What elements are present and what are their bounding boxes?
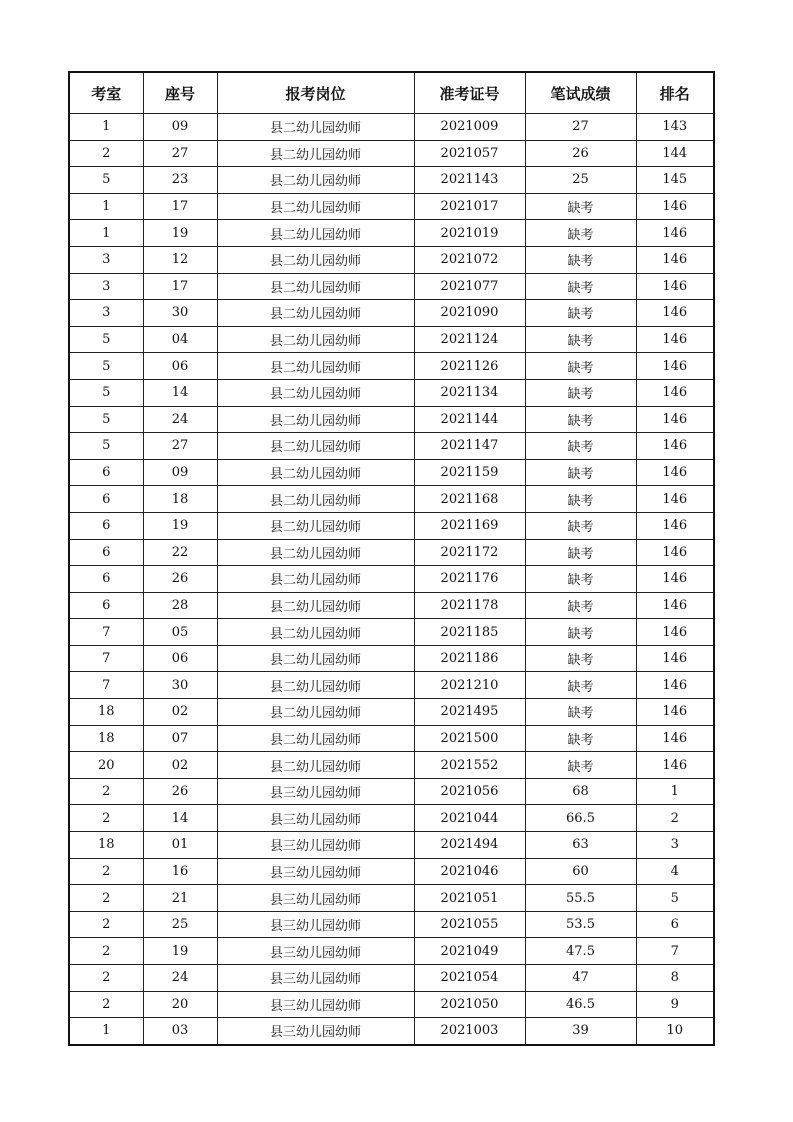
cell-seat-number: 14 — [143, 379, 217, 406]
cell-exam-room: 20 — [69, 752, 143, 779]
cell-admission-ticket: 2021017 — [414, 193, 525, 220]
cell-exam-room: 1 — [69, 114, 143, 141]
table-row — [69, 220, 714, 247]
score-table — [68, 71, 715, 1046]
cell-admission-ticket: 2021126 — [414, 353, 525, 380]
table-row — [69, 512, 714, 539]
cell-exam-room: 18 — [69, 832, 143, 859]
table-row — [69, 167, 714, 194]
cell-rank: 146 — [636, 379, 714, 406]
cell-exam-room: 1 — [69, 1018, 143, 1045]
cell-rank: 146 — [636, 433, 714, 460]
cell-applied-post: 县二幼儿园幼师 — [217, 752, 414, 779]
cell-seat-number: 18 — [143, 486, 217, 513]
cell-admission-ticket: 2021494 — [414, 832, 525, 859]
cell-seat-number: 06 — [143, 645, 217, 672]
cell-exam-room: 7 — [69, 619, 143, 646]
cell-rank: 146 — [636, 246, 714, 273]
cell-applied-post: 县二幼儿园幼师 — [217, 672, 414, 699]
cell-seat-number: 09 — [143, 459, 217, 486]
cell-admission-ticket: 2021185 — [414, 619, 525, 646]
cell-applied-post: 县三幼儿园幼师 — [217, 778, 414, 805]
cell-rank: 2 — [636, 805, 714, 832]
cell-written-score: 63 — [525, 832, 636, 859]
cell-written-score: 缺考 — [525, 619, 636, 646]
cell-applied-post: 县三幼儿园幼师 — [217, 832, 414, 859]
cell-written-score: 缺考 — [525, 273, 636, 300]
cell-rank: 146 — [636, 699, 714, 726]
cell-applied-post: 县二幼儿园幼师 — [217, 433, 414, 460]
cell-written-score: 缺考 — [525, 220, 636, 247]
cell-applied-post: 县三幼儿园幼师 — [217, 805, 414, 832]
cell-exam-room: 1 — [69, 193, 143, 220]
cell-written-score: 缺考 — [525, 725, 636, 752]
cell-written-score: 60 — [525, 858, 636, 885]
cell-admission-ticket: 2021124 — [414, 326, 525, 353]
header-seat-number: 座号 — [143, 72, 217, 114]
cell-written-score: 26 — [525, 140, 636, 167]
cell-admission-ticket: 2021050 — [414, 991, 525, 1018]
cell-rank: 146 — [636, 592, 714, 619]
cell-seat-number: 20 — [143, 991, 217, 1018]
cell-written-score: 46.5 — [525, 991, 636, 1018]
header-applied-post: 报考岗位 — [217, 72, 414, 114]
cell-admission-ticket: 2021056 — [414, 778, 525, 805]
cell-admission-ticket: 2021090 — [414, 300, 525, 327]
cell-written-score: 68 — [525, 778, 636, 805]
cell-applied-post: 县二幼儿园幼师 — [217, 273, 414, 300]
table-row — [69, 539, 714, 566]
table-row — [69, 752, 714, 779]
cell-applied-post: 县二幼儿园幼师 — [217, 220, 414, 247]
cell-exam-room: 18 — [69, 699, 143, 726]
cell-applied-post: 县二幼儿园幼师 — [217, 619, 414, 646]
cell-admission-ticket: 2021210 — [414, 672, 525, 699]
cell-written-score: 47.5 — [525, 938, 636, 965]
cell-admission-ticket: 2021054 — [414, 965, 525, 992]
table-row — [69, 592, 714, 619]
cell-rank: 146 — [636, 512, 714, 539]
table-body — [69, 114, 714, 1045]
cell-written-score: 缺考 — [525, 672, 636, 699]
cell-exam-room: 2 — [69, 140, 143, 167]
cell-admission-ticket: 2021178 — [414, 592, 525, 619]
cell-applied-post: 县二幼儿园幼师 — [217, 459, 414, 486]
cell-admission-ticket: 2021144 — [414, 406, 525, 433]
cell-exam-room: 7 — [69, 645, 143, 672]
cell-rank: 146 — [636, 459, 714, 486]
cell-admission-ticket: 2021009 — [414, 114, 525, 141]
cell-exam-room: 3 — [69, 273, 143, 300]
cell-rank: 146 — [636, 300, 714, 327]
cell-seat-number: 23 — [143, 167, 217, 194]
cell-written-score: 缺考 — [525, 539, 636, 566]
table-row — [69, 433, 714, 460]
cell-rank: 8 — [636, 965, 714, 992]
cell-admission-ticket: 2021500 — [414, 725, 525, 752]
header-rank: 排名 — [636, 72, 714, 114]
cell-seat-number: 27 — [143, 433, 217, 460]
cell-applied-post: 县二幼儿园幼师 — [217, 512, 414, 539]
cell-rank: 146 — [636, 486, 714, 513]
cell-rank: 146 — [636, 406, 714, 433]
cell-exam-room: 6 — [69, 539, 143, 566]
table-row — [69, 672, 714, 699]
table-row — [69, 300, 714, 327]
table-row — [69, 832, 714, 859]
cell-written-score: 66.5 — [525, 805, 636, 832]
cell-admission-ticket: 2021147 — [414, 433, 525, 460]
cell-admission-ticket: 2021172 — [414, 539, 525, 566]
cell-rank: 146 — [636, 725, 714, 752]
cell-admission-ticket: 2021057 — [414, 140, 525, 167]
header-written-score: 笔试成绩 — [525, 72, 636, 114]
table-row — [69, 246, 714, 273]
cell-exam-room: 7 — [69, 672, 143, 699]
table-row — [69, 858, 714, 885]
cell-seat-number: 24 — [143, 406, 217, 433]
table-row — [69, 486, 714, 513]
cell-exam-room: 5 — [69, 167, 143, 194]
cell-exam-room: 6 — [69, 459, 143, 486]
cell-seat-number: 01 — [143, 832, 217, 859]
cell-seat-number: 05 — [143, 619, 217, 646]
cell-exam-room: 2 — [69, 885, 143, 912]
cell-written-score: 缺考 — [525, 512, 636, 539]
cell-applied-post: 县二幼儿园幼师 — [217, 725, 414, 752]
cell-rank: 146 — [636, 619, 714, 646]
cell-applied-post: 县三幼儿园幼师 — [217, 938, 414, 965]
table-row — [69, 1018, 714, 1045]
cell-exam-room: 5 — [69, 379, 143, 406]
cell-admission-ticket: 2021051 — [414, 885, 525, 912]
cell-written-score: 25 — [525, 167, 636, 194]
cell-applied-post: 县三幼儿园幼师 — [217, 991, 414, 1018]
cell-written-score: 缺考 — [525, 486, 636, 513]
cell-applied-post: 县二幼儿园幼师 — [217, 379, 414, 406]
cell-applied-post: 县二幼儿园幼师 — [217, 140, 414, 167]
cell-rank: 6 — [636, 911, 714, 938]
cell-seat-number: 28 — [143, 592, 217, 619]
table-row — [69, 566, 714, 593]
table-row — [69, 991, 714, 1018]
cell-exam-room: 6 — [69, 486, 143, 513]
cell-exam-room: 2 — [69, 938, 143, 965]
table-row — [69, 805, 714, 832]
cell-applied-post: 县三幼儿园幼师 — [217, 911, 414, 938]
cell-exam-room: 2 — [69, 778, 143, 805]
table-row — [69, 140, 714, 167]
cell-written-score: 缺考 — [525, 406, 636, 433]
cell-rank: 5 — [636, 885, 714, 912]
cell-admission-ticket: 2021046 — [414, 858, 525, 885]
cell-written-score: 缺考 — [525, 193, 636, 220]
cell-seat-number: 27 — [143, 140, 217, 167]
cell-admission-ticket: 2021072 — [414, 246, 525, 273]
cell-seat-number: 04 — [143, 326, 217, 353]
cell-rank: 143 — [636, 114, 714, 141]
cell-exam-room: 2 — [69, 911, 143, 938]
cell-written-score: 47 — [525, 965, 636, 992]
cell-rank: 146 — [636, 752, 714, 779]
cell-seat-number: 19 — [143, 938, 217, 965]
cell-admission-ticket: 2021019 — [414, 220, 525, 247]
cell-exam-room: 5 — [69, 353, 143, 380]
cell-written-score: 27 — [525, 114, 636, 141]
cell-written-score: 缺考 — [525, 566, 636, 593]
cell-rank: 146 — [636, 566, 714, 593]
cell-admission-ticket: 2021169 — [414, 512, 525, 539]
cell-seat-number: 16 — [143, 858, 217, 885]
cell-written-score: 缺考 — [525, 699, 636, 726]
cell-seat-number: 30 — [143, 300, 217, 327]
cell-exam-room: 5 — [69, 326, 143, 353]
cell-exam-room: 6 — [69, 566, 143, 593]
score-sheet — [68, 71, 715, 1046]
cell-seat-number: 14 — [143, 805, 217, 832]
cell-rank: 146 — [636, 353, 714, 380]
cell-written-score: 缺考 — [525, 300, 636, 327]
table-row — [69, 114, 714, 141]
cell-rank: 7 — [636, 938, 714, 965]
table-row — [69, 699, 714, 726]
cell-admission-ticket: 2021186 — [414, 645, 525, 672]
cell-exam-room: 3 — [69, 246, 143, 273]
cell-exam-room: 5 — [69, 433, 143, 460]
cell-admission-ticket: 2021143 — [414, 167, 525, 194]
cell-seat-number: 26 — [143, 566, 217, 593]
table-row — [69, 459, 714, 486]
cell-seat-number: 19 — [143, 512, 217, 539]
table-row — [69, 379, 714, 406]
cell-rank: 9 — [636, 991, 714, 1018]
cell-applied-post: 县二幼儿园幼师 — [217, 539, 414, 566]
header-exam-room: 考室 — [69, 72, 143, 114]
table-row — [69, 406, 714, 433]
cell-seat-number: 26 — [143, 778, 217, 805]
cell-seat-number: 02 — [143, 699, 217, 726]
cell-applied-post: 县二幼儿园幼师 — [217, 406, 414, 433]
cell-exam-room: 1 — [69, 220, 143, 247]
cell-admission-ticket: 2021077 — [414, 273, 525, 300]
cell-seat-number: 17 — [143, 193, 217, 220]
cell-exam-room: 2 — [69, 858, 143, 885]
cell-applied-post: 县二幼儿园幼师 — [217, 193, 414, 220]
cell-rank: 146 — [636, 539, 714, 566]
table-header-row — [69, 72, 714, 114]
cell-admission-ticket: 2021134 — [414, 379, 525, 406]
cell-rank: 145 — [636, 167, 714, 194]
cell-seat-number: 12 — [143, 246, 217, 273]
cell-seat-number: 22 — [143, 539, 217, 566]
cell-written-score: 缺考 — [525, 379, 636, 406]
table-row — [69, 778, 714, 805]
cell-seat-number: 03 — [143, 1018, 217, 1045]
table-row — [69, 353, 714, 380]
cell-written-score: 缺考 — [525, 433, 636, 460]
cell-written-score: 55.5 — [525, 885, 636, 912]
cell-rank: 146 — [636, 326, 714, 353]
cell-seat-number: 02 — [143, 752, 217, 779]
cell-exam-room: 6 — [69, 512, 143, 539]
cell-rank: 146 — [636, 645, 714, 672]
cell-seat-number: 19 — [143, 220, 217, 247]
cell-exam-room: 2 — [69, 991, 143, 1018]
cell-applied-post: 县二幼儿园幼师 — [217, 353, 414, 380]
cell-applied-post: 县三幼儿园幼师 — [217, 965, 414, 992]
cell-admission-ticket: 2021168 — [414, 486, 525, 513]
cell-written-score: 缺考 — [525, 326, 636, 353]
cell-applied-post: 县二幼儿园幼师 — [217, 167, 414, 194]
cell-exam-room: 5 — [69, 406, 143, 433]
cell-seat-number: 24 — [143, 965, 217, 992]
cell-admission-ticket: 2021044 — [414, 805, 525, 832]
cell-admission-ticket: 2021049 — [414, 938, 525, 965]
cell-written-score: 缺考 — [525, 645, 636, 672]
header-admission-ticket: 准考证号 — [414, 72, 525, 114]
table-row — [69, 619, 714, 646]
cell-written-score: 53.5 — [525, 911, 636, 938]
cell-admission-ticket: 2021495 — [414, 699, 525, 726]
cell-admission-ticket: 2021003 — [414, 1018, 525, 1045]
cell-written-score: 缺考 — [525, 353, 636, 380]
cell-applied-post: 县二幼儿园幼师 — [217, 592, 414, 619]
cell-exam-room: 18 — [69, 725, 143, 752]
cell-applied-post: 县三幼儿园幼师 — [217, 885, 414, 912]
cell-admission-ticket: 2021159 — [414, 459, 525, 486]
cell-applied-post: 县三幼儿园幼师 — [217, 858, 414, 885]
cell-applied-post: 县二幼儿园幼师 — [217, 326, 414, 353]
cell-seat-number: 07 — [143, 725, 217, 752]
cell-applied-post: 县二幼儿园幼师 — [217, 566, 414, 593]
cell-exam-room: 6 — [69, 592, 143, 619]
cell-seat-number: 06 — [143, 353, 217, 380]
cell-applied-post: 县二幼儿园幼师 — [217, 114, 414, 141]
cell-written-score: 缺考 — [525, 592, 636, 619]
cell-rank: 146 — [636, 220, 714, 247]
cell-written-score: 缺考 — [525, 459, 636, 486]
cell-rank: 146 — [636, 273, 714, 300]
cell-applied-post: 县二幼儿园幼师 — [217, 699, 414, 726]
cell-admission-ticket: 2021552 — [414, 752, 525, 779]
table-row — [69, 326, 714, 353]
table-row — [69, 273, 714, 300]
cell-applied-post: 县二幼儿园幼师 — [217, 645, 414, 672]
cell-rank: 144 — [636, 140, 714, 167]
table-row — [69, 193, 714, 220]
table-row — [69, 965, 714, 992]
table-row — [69, 645, 714, 672]
cell-admission-ticket: 2021055 — [414, 911, 525, 938]
cell-rank: 4 — [636, 858, 714, 885]
cell-rank: 10 — [636, 1018, 714, 1045]
cell-rank: 3 — [636, 832, 714, 859]
cell-written-score: 缺考 — [525, 752, 636, 779]
table-row — [69, 938, 714, 965]
cell-exam-room: 2 — [69, 805, 143, 832]
cell-rank: 1 — [636, 778, 714, 805]
cell-seat-number: 21 — [143, 885, 217, 912]
cell-written-score: 缺考 — [525, 246, 636, 273]
cell-seat-number: 17 — [143, 273, 217, 300]
cell-seat-number: 09 — [143, 114, 217, 141]
cell-exam-room: 2 — [69, 965, 143, 992]
cell-seat-number: 30 — [143, 672, 217, 699]
cell-rank: 146 — [636, 193, 714, 220]
cell-exam-room: 3 — [69, 300, 143, 327]
cell-applied-post: 县二幼儿园幼师 — [217, 486, 414, 513]
cell-applied-post: 县三幼儿园幼师 — [217, 1018, 414, 1045]
cell-written-score: 39 — [525, 1018, 636, 1045]
cell-seat-number: 25 — [143, 911, 217, 938]
table-row — [69, 725, 714, 752]
cell-applied-post: 县二幼儿园幼师 — [217, 300, 414, 327]
cell-admission-ticket: 2021176 — [414, 566, 525, 593]
cell-applied-post: 县二幼儿园幼师 — [217, 246, 414, 273]
table-row — [69, 885, 714, 912]
cell-rank: 146 — [636, 672, 714, 699]
table-row — [69, 911, 714, 938]
